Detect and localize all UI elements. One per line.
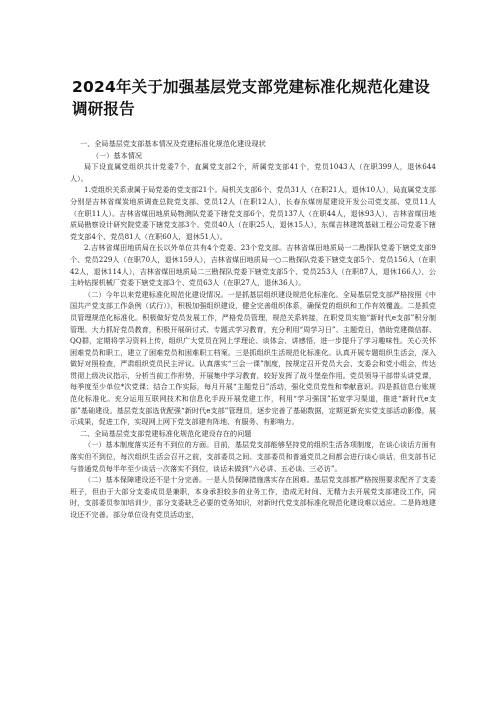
paragraph-problem-1: （一）基本制度落实还有不到位的方面。目前，基层党支部能够坚持党的组织生活各项制度，在谈心谈话方面有落实但不到位，每次组织生活会召开之前，支部委员之间、支部委员和普通党员之间都会进行谈心谈话，但支部书记与普通党员每半年至少谈话一次落实不到位，谈话未做到“六必讲、五必谈、三必访”。	[70, 440, 436, 473]
section-heading-1: 一、全局基层党支部基本情况及党建标准化规范化建设现状	[80, 139, 266, 148]
paragraph-standardization-progress: （二）今年以来党建标准化规范化建设情况。一是抓基层组织建设规范化标准化。全局基层党支部严格按照《中国共产党支部工作条例（试行）》，积极加强组织建设，健全完善组织体系，确保党的组织和工作有效覆盖。二是抓党员管理规范化标准化。积极做好党员发展工作，严格党员管理，规范关系转接，在职党员实施“新时代e支部”积分制管理。大力抓好党员教育，积极开展研讨式、专题式学习教育，充分利用“周学习日”、主题党日，借助党建微信群、QQ群，定期将学习资料上传，组织广大党员在网上学理论、谈体会、讲感悟，进一步提升了学习趣味性。关心关怀困难党员和职工，建立了困难党员和困难职工档案。三是抓组织生活规范化标准化。认真开展专题组织生活会，深入做好对照检查，严肃组织党员民主评议。认真落实“三会一课”制度，按规定召开党员大会、支委会和党小组会，传达贯彻上级决议指示，分析当前工作形势，开展集中学习教育，较好发挥了战斗堡垒作用。党员领导干部带头讲党课，每季度至少单位*次党课；结合工作实际，每月开展“主题党日”活动，强化党员党性和奉献意识。四是抓信息台账规范化标准化。充分运用互联网技术和信息化手段开展党建工作，利用“学习强国”拓宽学习渠道，推进“新时代e支部”基础建设。基层党支部选优配强“新时代e支部”管理员，逐步完善了基础数据，定期更新充实党支部活动影像，展示成果，促进工作，实现网上网下党支部建有阵地、有服务、有影响力。	[70, 289, 436, 427]
section-heading-2: 二、全局基层党支部党建标准化规范化建设存在的问题	[80, 428, 252, 438]
document-title: 2024年关于加强基层党支部党建标准化规范化建设调研报告	[72, 78, 430, 118]
paragraph-problem-2: （二）基本保障建设还不是十分完善。一是人员保障措施落实存在困难。基层党支部都严格按照要求配齐了支委班子，但由于大部分支委成员是兼职，本身承担较多的业务工作，造成无时间、无精力去开展党支部建设工作，同时，支部委员参加培训少，部分支委缺乏必要的党务知识，对新时代党支部标准化规范化建设难以适应。二是阵地建设还不完善。部分单位设有党员活动室，	[70, 475, 436, 519]
paragraph-item-2: 2.吉林省煤田地质局在长以外单位共有4个党委、23个党支部。吉林省煤田地质局一二勘探队党委下辖党支部9个、党员229人（在职70人，退休159人），吉林省煤田地质局一○二勘探队党委下辖党支部5个、党员156人（在职42人，退休114人），吉林省煤田地质局二三勘探队党委下辖党支部5个、党员253人（在职87人，退休166人），公主岭钻探机械厂党委下辖党支部3个、党员63人（在职27人，退休36人）。	[70, 243, 436, 288]
document-body	[70, 138, 436, 521]
paragraph-overview: 局下设直属党组织共计党委7个、直属党支部2个，所属党支部41个，党员1043人（在职399人，退休644人）。	[70, 162, 436, 183]
subsection-heading-basic-info: （一）基本情况	[92, 150, 143, 160]
paragraph-item-1: 1.党组织关系隶属于局党委的党支部21个。局机关支部6个、党员31人（在职21人，退休10人），局直属党支部分别是吉林省煤炭地质调查总院党支部、党员12人（在职12人），长春东煤房屋建设开发公司党支部、党员11人（在职11人）。吉林省煤田地质局物测队党委下辖党支部6个、党员137人（在职44人，退休93人），吉林省煤田地质局勘察设计研究院党委下辖党支部3个、党员40人（在职25人，退休15人），东煤吉林建筑基础工程公司党委下辖党支部4个、党员81人（在职60人，退休51人）。	[70, 185, 436, 241]
